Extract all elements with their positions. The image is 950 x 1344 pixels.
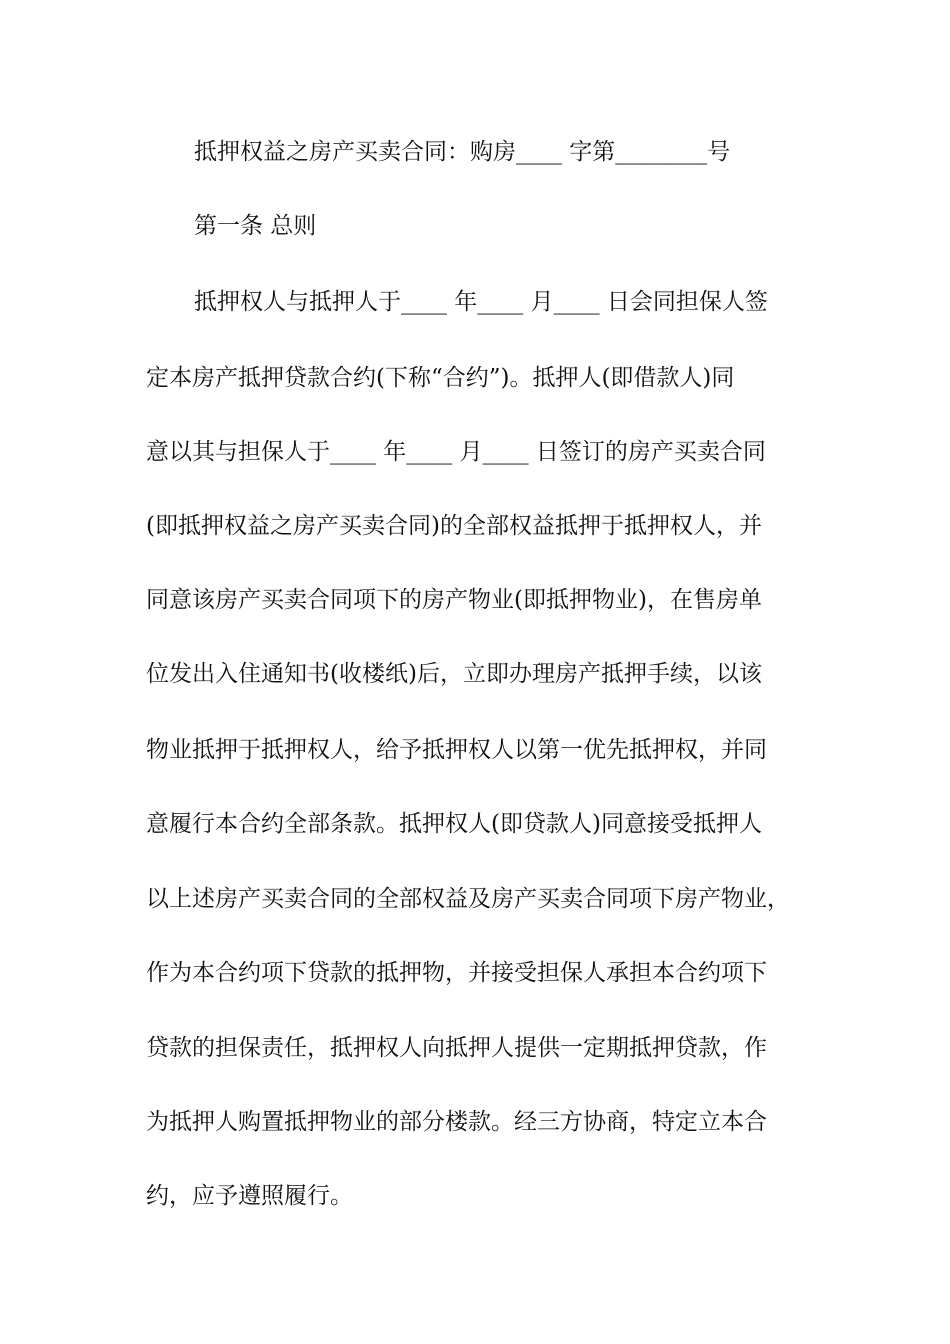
body-line: 约，应予遵照履行。: [146, 1183, 353, 1209]
body-line: (即抵押权益之房产买卖合同)的全部权益抵押于抵押权人，并: [146, 513, 762, 539]
body-line: 意履行本合约全部条款。抵押权人(即贷款人)同意接受抵押人: [146, 811, 762, 837]
body-line: 贷款的担保责任，抵押权人向抵押人提供一定期抵押贷款，作: [146, 1035, 767, 1061]
document-title: 抵押权益之房产买卖合同：购房____ 字第________号: [194, 139, 731, 165]
body-line: 同意该房产买卖合同项下的房产物业(即抵押物业)，在售房单: [146, 587, 762, 613]
section-heading: 第一条 总则: [194, 213, 317, 239]
body-line: 抵押权人与抵押人于____ 年____ 月____ 日会同担保人签: [194, 289, 768, 315]
body-line: 以上述房产买卖合同的全部权益及房产买卖合同项下房产物业，: [146, 886, 790, 912]
body-line: 位发出入住通知书(收楼纸)后，立即办理房产抵押手续，以该: [146, 661, 762, 687]
body-line: 为抵押人购置抵押物业的部分楼款。经三方协商，特定立本合: [146, 1109, 767, 1135]
body-line: 作为本合约项下贷款的抵押物，并接受担保人承担本合约项下: [146, 960, 767, 986]
body-line: 定本房产抵押贷款合约(下称“合约”)。抵押人(即借款人)同: [146, 365, 735, 391]
body-line: 物业抵押于抵押权人，给予抵押权人以第一优先抵押权，并同: [146, 737, 767, 763]
body-line: 意以其与担保人于____ 年____ 月____ 日签订的房产买卖合同: [146, 439, 766, 465]
